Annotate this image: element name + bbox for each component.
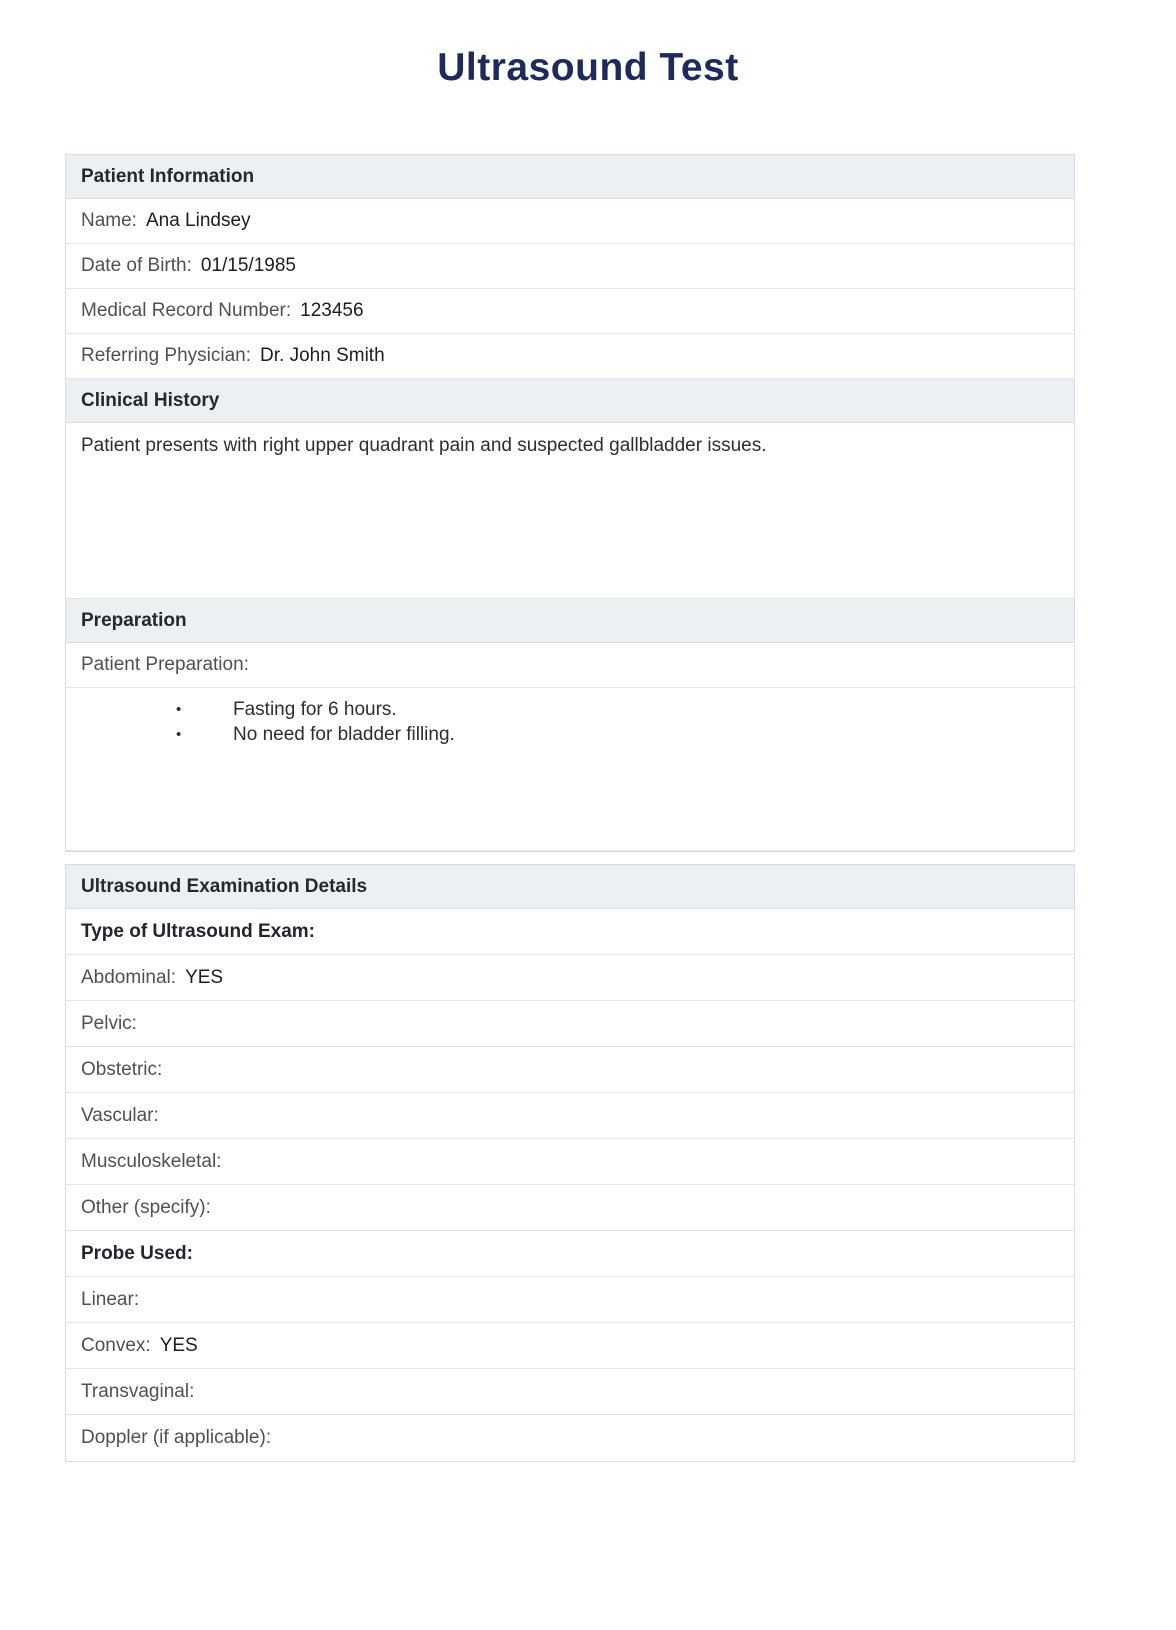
section-header-exam-details [66, 865, 1074, 909]
field-row-patient-preparation [66, 643, 1074, 688]
section-header-label: Ultrasound Examination Details [81, 875, 368, 897]
field-value-date-of-birth[interactable]: 01/15/1985 [200, 255, 296, 276]
list-item: • No need for bladder filling. [81, 722, 1059, 747]
subsection-row-probe-used [66, 1231, 1074, 1277]
section-header-label: Clinical History [81, 389, 220, 411]
field-row-obstetric [66, 1047, 1074, 1093]
field-row-other-specify [66, 1185, 1074, 1231]
field-row-convex [66, 1323, 1074, 1369]
field-row-name [66, 199, 1074, 244]
subsection-row-exam-type [66, 909, 1074, 955]
section-header-preparation [66, 599, 1074, 643]
field-value-medical-record-number[interactable]: 123456 [300, 300, 364, 321]
field-row-musculoskeletal [66, 1139, 1074, 1185]
field-row-date-of-birth [66, 244, 1074, 289]
preparation-bullet-list [81, 697, 1059, 747]
field-label-vascular: Vascular: [81, 1104, 159, 1126]
field-row-referring-physician [66, 334, 1074, 379]
field-label-referring-physician: Referring Physician: [81, 345, 252, 366]
exam-details-table [65, 864, 1075, 1462]
field-label-name: Name: [81, 210, 137, 231]
field-label-abdominal: Abdominal: [81, 966, 177, 988]
field-label-date-of-birth: Date of Birth: [81, 255, 192, 276]
field-label-obstetric: Obstetric: [81, 1058, 163, 1080]
field-label-musculoskeletal: Musculoskeletal: [81, 1150, 222, 1172]
field-row-linear [66, 1277, 1074, 1323]
field-label-linear: Linear: [81, 1288, 140, 1310]
field-label-transvaginal: Transvaginal: [81, 1380, 195, 1402]
field-row-medical-record-number [66, 289, 1074, 334]
field-label-other-specify: Other (specify): [81, 1196, 211, 1218]
field-label-convex: Convex: [81, 1334, 151, 1356]
field-value-name[interactable]: Ana Lindsey [145, 210, 251, 231]
field-row-vascular [66, 1093, 1074, 1139]
field-row-transvaginal [66, 1369, 1074, 1415]
field-label-medical-record-number: Medical Record Number: [81, 300, 292, 321]
section-header-clinical-history [66, 379, 1074, 423]
field-row-doppler [66, 1415, 1074, 1461]
list-item: • Fasting for 6 hours. [81, 697, 1059, 722]
clinical-history-text-area[interactable] [66, 423, 1074, 599]
page-title: Ultrasound Test [437, 46, 739, 89]
field-label-doppler: Doppler (if applicable): [81, 1427, 272, 1448]
subsection-label-probe-used: Probe Used: [81, 1242, 193, 1264]
document-body [65, 154, 1075, 1462]
field-value-abdominal[interactable]: YES [185, 966, 224, 988]
section-header-label: Preparation [81, 609, 187, 631]
clinical-history-text: Patient presents with right upper quadrant pain and suspected gallbladder issues. [81, 435, 767, 456]
field-value-convex[interactable]: YES [159, 1334, 198, 1356]
section-header-label: Patient Information [81, 165, 255, 187]
preparation-list-area[interactable] [66, 688, 1074, 851]
field-label-patient-preparation: Patient Preparation: [81, 654, 249, 675]
field-row-pelvic [66, 1001, 1074, 1047]
patient-info-table [65, 154, 1075, 852]
field-row-abdominal [66, 955, 1074, 1001]
field-label-pelvic: Pelvic: [81, 1012, 137, 1034]
section-header-patient-information [66, 155, 1074, 199]
field-value-referring-physician[interactable]: Dr. John Smith [260, 345, 385, 366]
subsection-label-exam-type: Type of Ultrasound Exam: [81, 920, 316, 942]
